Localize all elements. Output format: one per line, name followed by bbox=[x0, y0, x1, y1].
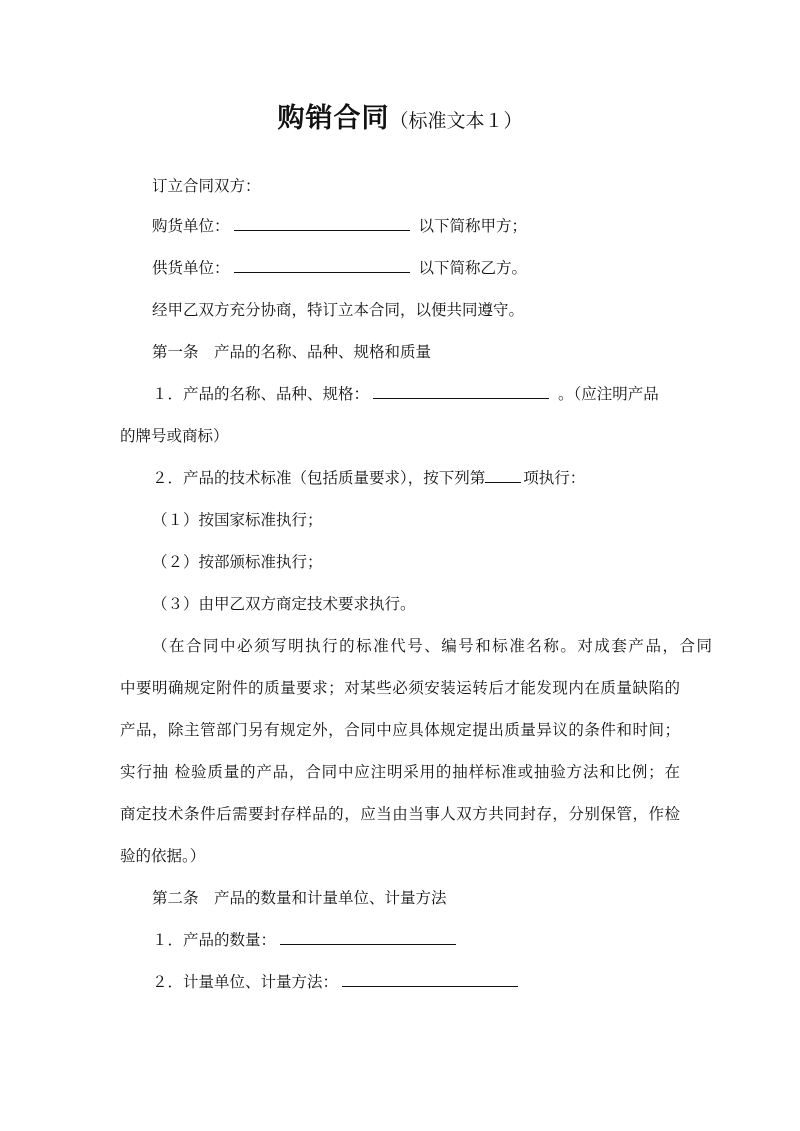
a1-item1-cont-text: 的牌号或商标） bbox=[120, 427, 229, 445]
option-1-text: （１）按国家标准执行； bbox=[152, 511, 323, 529]
title-subtitle: （标准文本１） bbox=[389, 110, 523, 132]
agreement-text: 经甲乙双方充分协商，特订立本合同，以便共同遵守。 bbox=[152, 301, 525, 319]
a1-item2-suffix: 项执行： bbox=[523, 469, 586, 487]
buyer-suffix: 以下简称甲方； bbox=[418, 217, 527, 235]
option-2 bbox=[120, 552, 712, 572]
buyer-blank[interactable] bbox=[234, 216, 410, 231]
buyer-line bbox=[120, 216, 712, 236]
parties-intro-text: 订立合同双方： bbox=[152, 177, 261, 195]
article-2-item-2 bbox=[120, 972, 712, 992]
unit-method-blank[interactable] bbox=[342, 972, 518, 987]
note-line-6: 验的依据。） bbox=[120, 847, 206, 865]
a2-item2-label: ２．计量单位、计量方法： bbox=[152, 973, 339, 991]
note-line-4: 实行抽 检验质量的产品，合同中应注明采用的抽样标准或抽验方法和比例；在 bbox=[120, 763, 680, 781]
seller-suffix: 以下简称乙方。 bbox=[418, 259, 527, 277]
a1-item2-prefix: ２．产品的技术标准（包括质量要求），按下列第 bbox=[152, 469, 486, 487]
seller-label: 供货单位： bbox=[152, 259, 230, 277]
buyer-label: 购货单位： bbox=[152, 217, 230, 235]
article-2-heading bbox=[120, 888, 712, 908]
option-1 bbox=[120, 510, 712, 530]
article-1-text: 第一条 产品的名称、品种、规格和质量 bbox=[152, 343, 432, 361]
a2-item1-label: １．产品的数量： bbox=[152, 931, 277, 949]
standard-option-blank[interactable] bbox=[485, 468, 521, 483]
article-2-item-1 bbox=[120, 930, 712, 950]
parties-intro bbox=[120, 176, 712, 196]
quantity-blank[interactable] bbox=[280, 930, 456, 945]
article-1-item-1 bbox=[120, 384, 712, 404]
document-title bbox=[0, 96, 800, 135]
option-3 bbox=[120, 594, 712, 614]
article-1-item-1-cont bbox=[120, 426, 680, 446]
option-3-text: （３）由甲乙双方商定技术要求执行。 bbox=[152, 595, 416, 613]
seller-blank[interactable] bbox=[234, 258, 410, 273]
option-2-text: （２）按部颁标准执行； bbox=[152, 553, 323, 571]
product-name-blank[interactable] bbox=[373, 384, 549, 399]
note-line-3: 产品，除主管部门另有规定外，合同中应具体规定提出质量异议的条件和时间； bbox=[120, 721, 680, 739]
note-line-2: 中要明确规定附件的质量要求；对某些必须安装运转后才能发现内在质量缺陷的 bbox=[120, 679, 680, 697]
agreement-line bbox=[120, 300, 712, 320]
article-1-heading bbox=[120, 342, 712, 362]
note-line-1: （在合同中必须写明执行的标准代号、编号和标准名称。对成套产品，合同 bbox=[152, 637, 712, 655]
title-main: 购销合同 bbox=[277, 103, 390, 134]
article-2-text: 第二条 产品的数量和计量单位、计量方法 bbox=[152, 889, 447, 907]
article-1-item-2 bbox=[120, 468, 712, 488]
note-line-5: 商定技术条件后需要封存样品的，应当由当事人双方共同封存，分别保管，作检 bbox=[120, 805, 680, 823]
a1-item1-prefix: １．产品的名称、品种、规格： bbox=[152, 385, 370, 403]
seller-line bbox=[120, 258, 712, 278]
a1-item1-suffix: 。（应注明产品 bbox=[557, 385, 659, 403]
